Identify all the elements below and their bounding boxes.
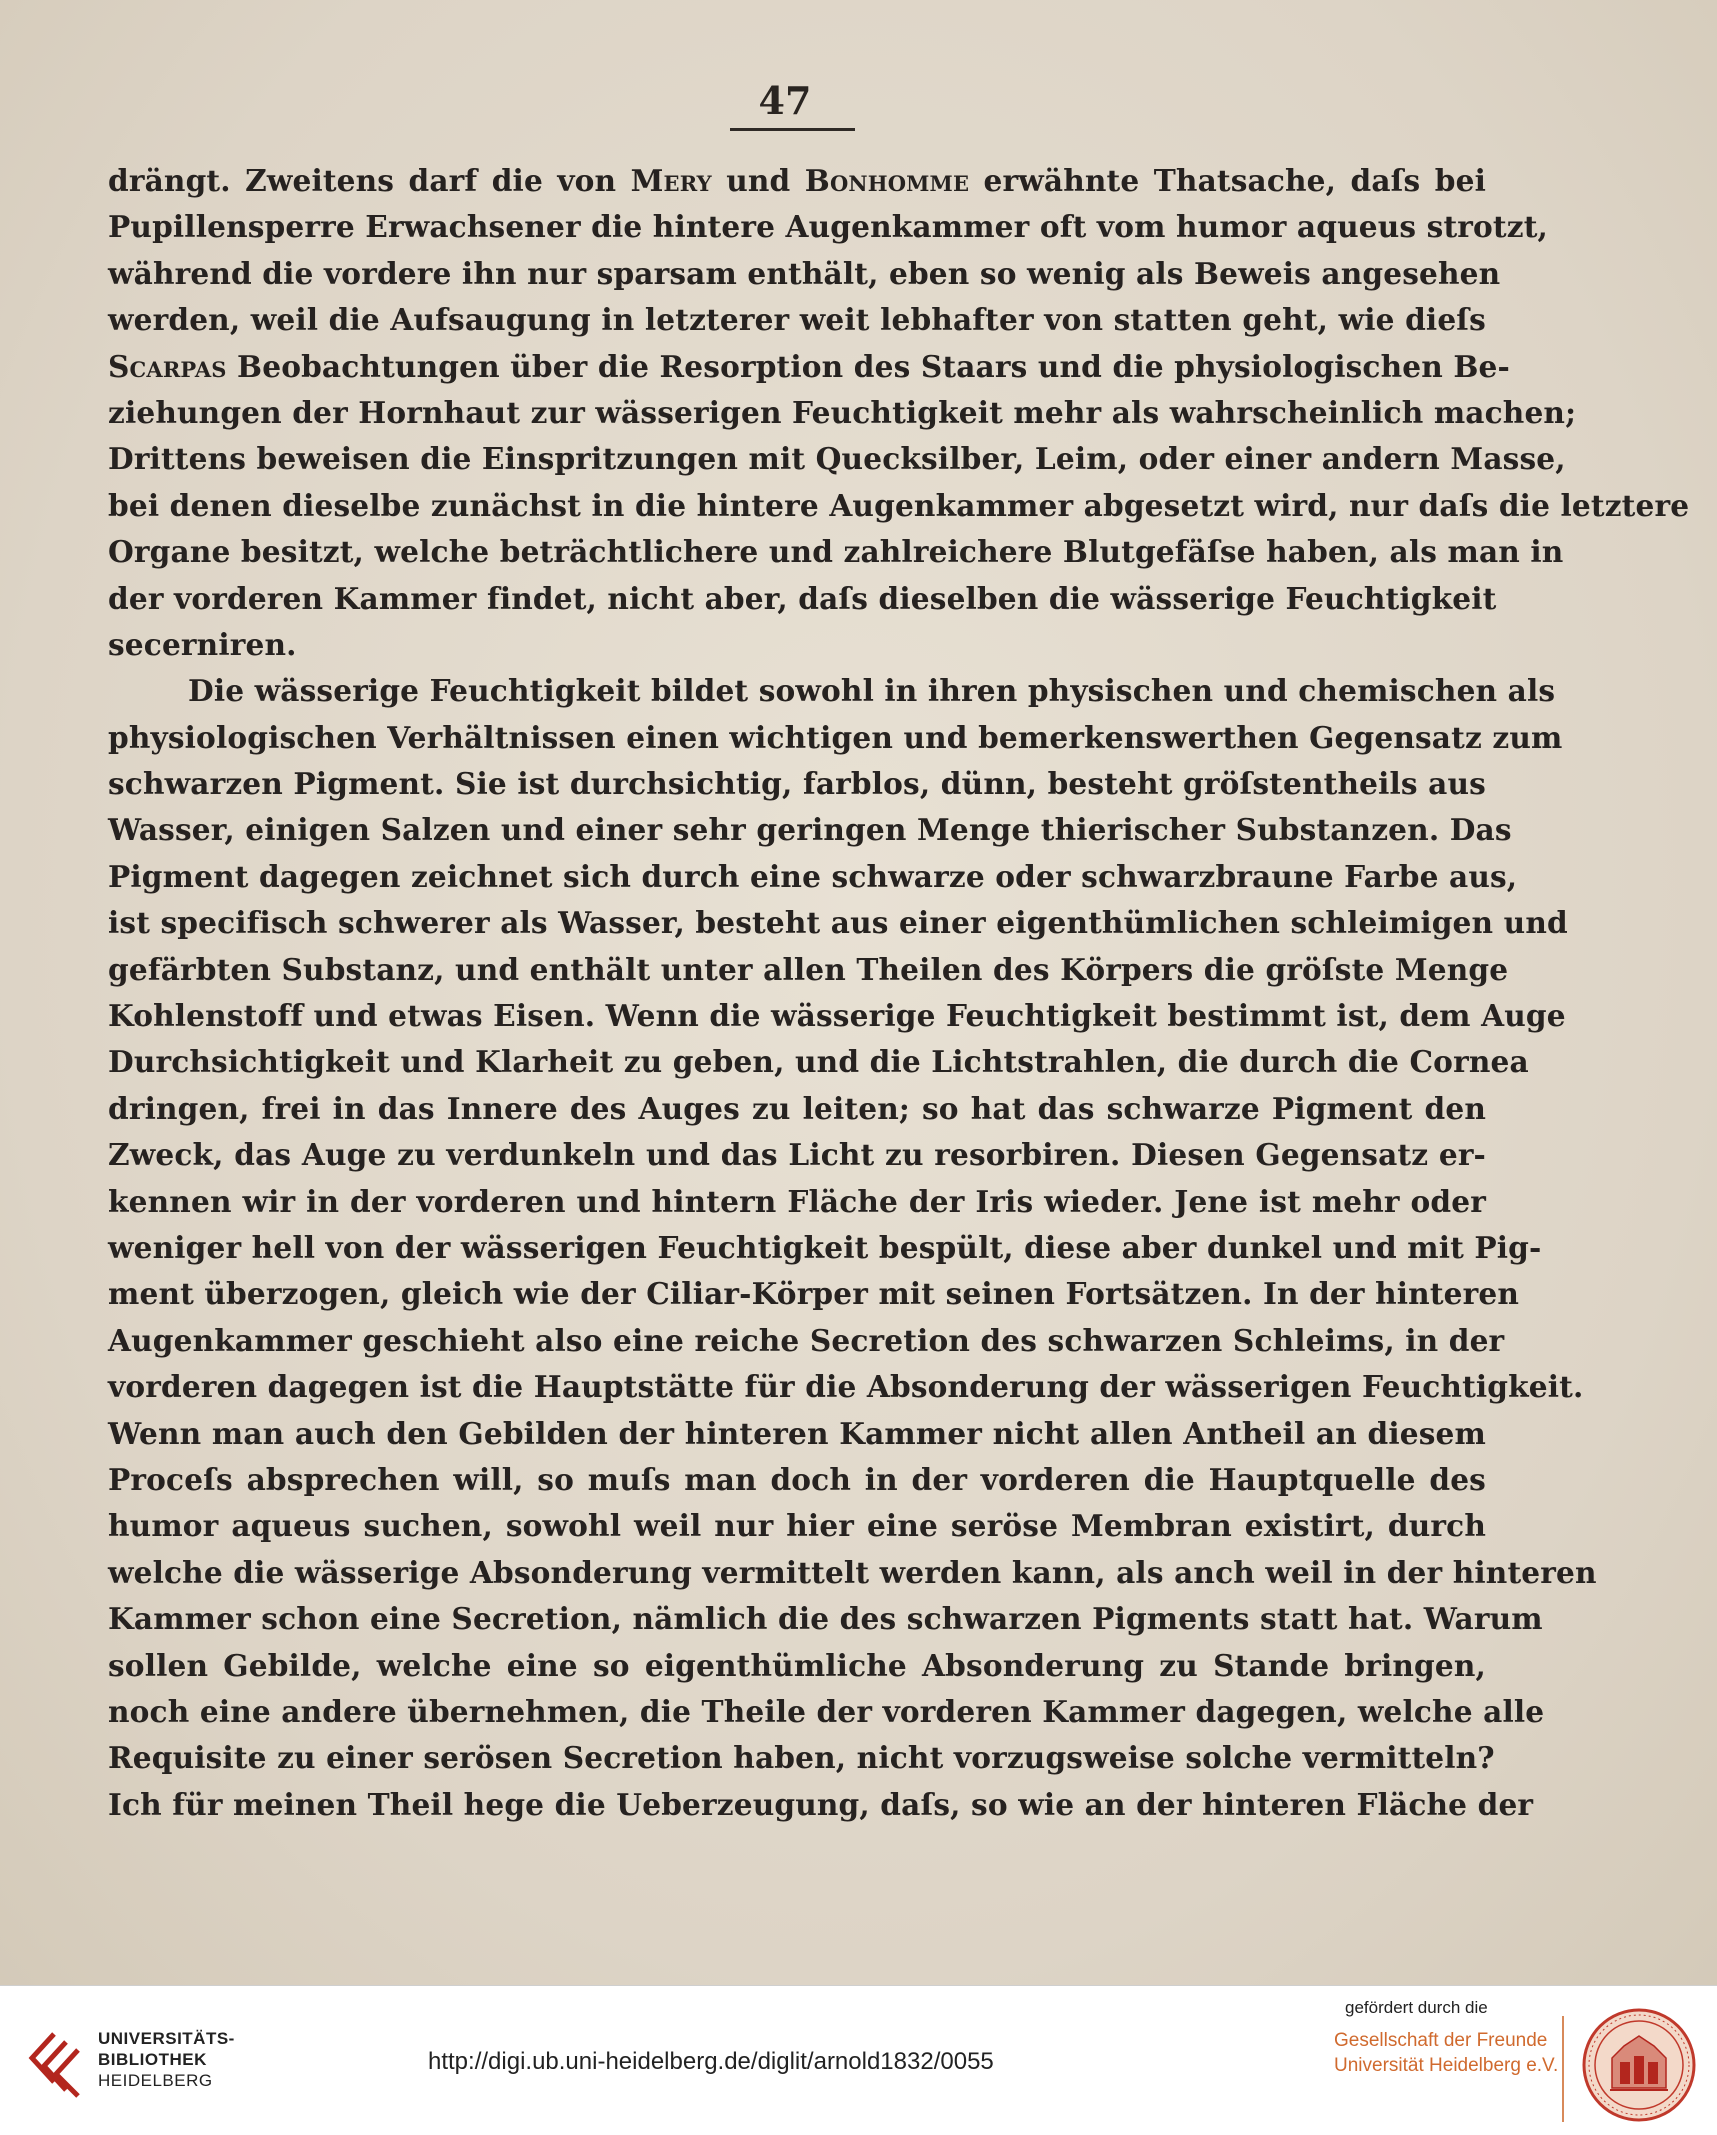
library-name-line-1: UNIVERSITÄTS- [98, 2029, 235, 2048]
text-line [108, 483, 1690, 529]
text-line [108, 1411, 1486, 1457]
text-line [108, 1503, 1486, 1549]
text-run: secerniren. [108, 626, 297, 662]
text-line [108, 1318, 1505, 1364]
text-line [108, 529, 1564, 575]
text-run: Zweck, das Auge zu verdunkeln und das Licht zu resorbiren. Diesen Gegensatz er- [108, 1137, 1486, 1173]
text-line [108, 1039, 1529, 1085]
sponsor-name-line-1: Gesellschaft der Freunde [1334, 2030, 1548, 2051]
sponsor-note: gefördert durch die [1345, 1998, 1488, 2017]
text-line [108, 807, 1512, 853]
footer-divider [1562, 2016, 1564, 2122]
university-seal-icon[interactable] [1580, 2006, 1698, 2124]
author-name: Bonhomme [804, 163, 970, 198]
text-run: ist specifisch schwerer als Wasser, besteht aus einer eigenthümlichen schleimigen und [108, 905, 1568, 941]
text-line [108, 947, 1509, 993]
text-run: sollen Gebilde, welche eine so eigenthümliche Absonderung zu Stande bringen, [108, 1647, 1486, 1683]
text-run: Pupillensperre Erwachsener die hintere Augenkammer oft vom humor aqueus strotzt, [108, 209, 1548, 245]
text-run: Organe besitzt, welche beträchtlichere und zahlreichere Blutgefäſse haben, als man in [108, 534, 1564, 570]
footer-bar [0, 1985, 1717, 2135]
text-line [108, 1735, 1495, 1781]
text-line [108, 1364, 1584, 1410]
library-name[interactable] [98, 2028, 235, 2091]
text-run: Augenkammer geschieht also eine reiche Secretion des schwarzen Schleims, in der [108, 1322, 1505, 1358]
text-line [108, 1457, 1486, 1503]
author-name: Scarpas [108, 348, 227, 384]
text-line [108, 993, 1566, 1039]
text-run: Proceſs absprechen will, so muſs man doch in der vorderen die Hauptquelle des [108, 1461, 1486, 1497]
text-line [108, 622, 1486, 668]
text-run: Wenn man auch den Gebilden der hinteren Kammer nicht allen Antheil an diesem [108, 1415, 1486, 1451]
sponsor-name-line-2: Universität Heidelberg e.V. [1334, 2055, 1559, 2076]
text-line [108, 576, 1497, 622]
text-line [108, 715, 1563, 761]
text-line [108, 204, 1548, 250]
text-line [108, 158, 1486, 204]
text-line [108, 1179, 1486, 1225]
text-line [108, 251, 1501, 297]
text-run: werden, weil die Aufsaugung in letzterer weit lebhafter von statten geht, wie dieſs [108, 302, 1486, 338]
text-line [108, 390, 1577, 436]
body-text [108, 158, 1690, 1828]
text-line [108, 1782, 1534, 1828]
text-run: erwähnte Thatsache, daſs bei [969, 163, 1486, 198]
text-run: Kammer schon eine Secretion, nämlich die des schwarzen Pigments statt hat. Warum [108, 1601, 1543, 1637]
text-run: welche die wässerige Absonderung vermittelt werden kann, als anch weil in der hinteren [108, 1554, 1597, 1590]
text-run: noch eine andere übernehmen, die Theile der vorderen Kammer dagegen, welche alle [108, 1693, 1545, 1729]
sponsor-name[interactable] [1334, 2028, 1558, 2078]
text-run: schwarzen Pigment. Sie ist durchsichtig, farblos, dünn, besteht gröſstentheils aus [108, 766, 1486, 802]
library-name-line-2: BIBLIOTHEK [98, 2050, 207, 2069]
text-run: Drittens beweisen die Einspritzungen mit Quecksilber, Leim, oder einer andern Masse, [108, 441, 1566, 477]
text-line [108, 1596, 1543, 1642]
permalink-url[interactable]: http://digi.ub.uni-heidelberg.de/diglit/arnold1832/0055 [428, 2048, 994, 2075]
page-number: 47 [758, 78, 812, 123]
text-line [108, 344, 1510, 390]
text-run: gefärbten Substanz, und enthält unter allen Theilen des Körpers die gröſste Menge [108, 951, 1509, 987]
text-run: während die vordere ihn nur sparsam enthält, eben so wenig als Beweis angesehen [108, 255, 1501, 291]
text-run: vorderen dagegen ist die Hauptstätte für die Absonderung der wässerigen Feuchtigkeit. [108, 1369, 1584, 1405]
text-line [108, 668, 1556, 714]
text-run: weniger hell von der wässerigen Feuchtigkeit bespült, diese aber dunkel und mit Pig- [108, 1229, 1542, 1265]
text-run: Pigment dagegen zeichnet sich durch eine schwarze oder schwarzbraune Farbe aus, [108, 858, 1518, 894]
text-run: Requisite zu einer serösen Secretion haben, nicht vorzugsweise solche vermitteln? [108, 1740, 1495, 1776]
text-line [108, 1643, 1486, 1689]
text-line [108, 1271, 1520, 1317]
text-line [108, 900, 1568, 946]
text-line [108, 297, 1486, 343]
text-run: der vorderen Kammer findet, nicht aber, daſs dieselben die wässerige Feuchtigkeit [108, 580, 1497, 616]
text-run: Wasser, einigen Salzen und einer sehr geringen Menge thierischer Substanzen. Das [108, 812, 1512, 848]
text-line [108, 854, 1518, 900]
page-number-rule [730, 128, 855, 131]
text-run: Beobachtungen über die Resorption des Staars und die physiologischen Be- [226, 348, 1510, 384]
text-line [108, 761, 1486, 807]
text-line [108, 1550, 1597, 1596]
author-name: Mery [630, 163, 712, 198]
text-line [108, 1689, 1545, 1735]
text-run: Die wässerige Feuchtigkeit bildet sowohl in ihren physischen und chemischen als [188, 673, 1556, 709]
text-line [108, 1132, 1486, 1178]
ub-heidelberg-logo-icon[interactable] [24, 2028, 88, 2098]
text-run: Kohlenstoff und etwas Eisen. Wenn die wässerige Feuchtigkeit bestimmt ist, dem Auge [108, 998, 1566, 1034]
text-run: dringen, frei in das Innere des Auges zu leiten; so hat das schwarze Pigment den [108, 1090, 1486, 1126]
text-run: bei denen dieselbe zunächst in die hintere Augenkammer abgesetzt wird, nur daſs die letztere [108, 487, 1690, 523]
text-run: physiologischen Verhältnissen einen wichtigen und bemerkenswerthen Gegensatz zum [108, 719, 1563, 755]
text-run: Ich für meinen Theil hege die Ueberzeugung, daſs, so wie an der hinteren Fläche der [108, 1786, 1534, 1822]
library-name-line-3: HEIDELBERG [98, 2071, 213, 2090]
text-run: und [711, 163, 805, 198]
text-line [108, 1225, 1542, 1271]
text-run: ment überzogen, gleich wie der Ciliar-Körper mit seinen Fortsätzen. In der hinteren [108, 1276, 1520, 1312]
text-line [108, 1086, 1486, 1132]
text-run: humor aqueus suchen, sowohl weil nur hier eine seröse Membran existirt, durch [108, 1508, 1486, 1544]
text-run: Durchsichtigkeit und Klarheit zu geben, und die Lichtstrahlen, die durch die Cornea [108, 1044, 1529, 1080]
text-run: drängt. Zweitens darf die von [108, 163, 631, 198]
text-run: ziehungen der Hornhaut zur wässerigen Feuchtigkeit mehr als wahrscheinlich machen; [108, 394, 1577, 430]
text-line [108, 436, 1566, 482]
text-run: kennen wir in der vorderen und hintern Fläche der Iris wieder. Jene ist mehr oder [108, 1183, 1486, 1219]
